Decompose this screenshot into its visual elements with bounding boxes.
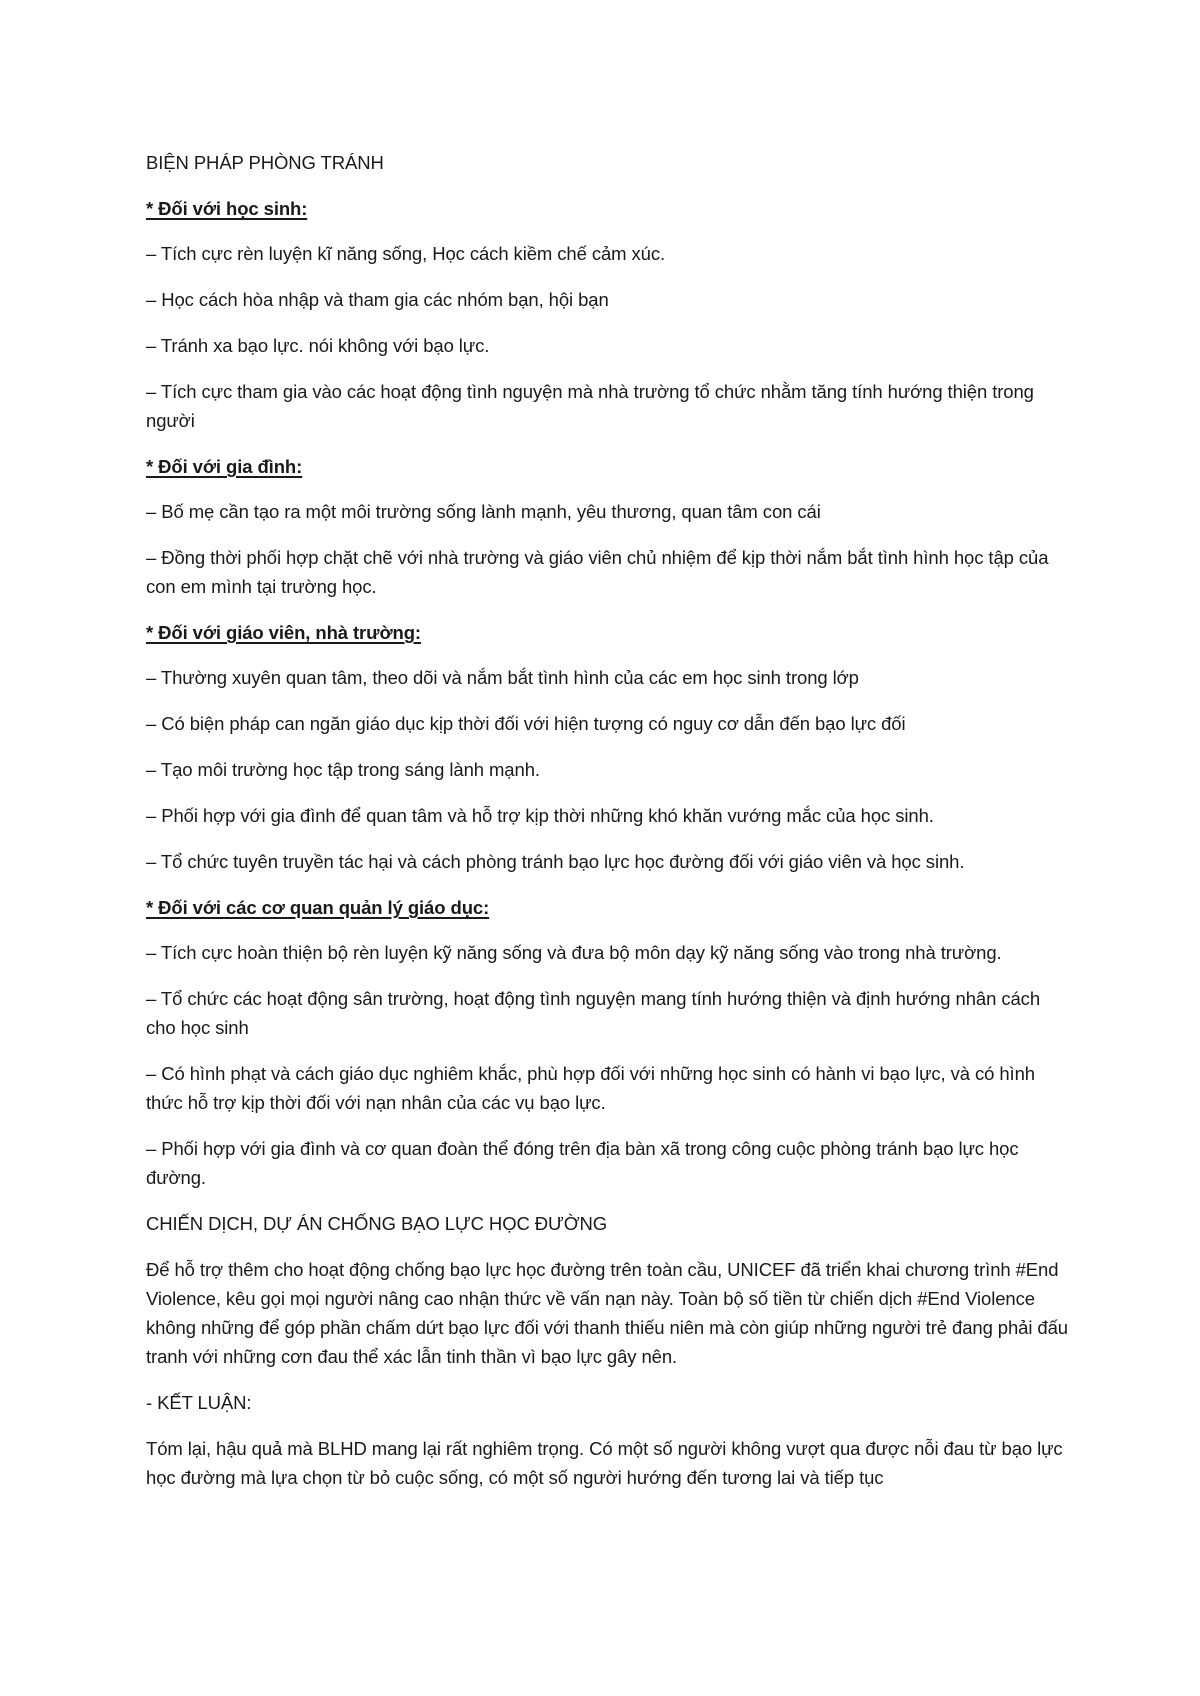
list-item: – Có hình phạt và cách giáo dục nghiêm khắc, phù hợp đối với những học sinh có hành vi bạo lực, và có hình thức hỗ trợ kịp thời đối với nạn nhân của các vụ bạo lực. — [146, 1063, 1035, 1113]
list-item: – Tích cực rèn luyện kĩ năng sống, Học cách kiềm chế cảm xúc. — [146, 243, 666, 264]
list-item: – Phối hợp với gia đình để quan tâm và hỗ trợ kịp thời những khó khăn vướng mắc của học sinh. — [146, 805, 934, 826]
section-heading-teachers: * Đối với giáo viên, nhà trường: — [146, 622, 421, 643]
list-item: – Học cách hòa nhập và tham gia các nhóm bạn, hội bạn — [146, 289, 609, 310]
list-item: – Bố mẹ cần tạo ra một môi trường sống lành mạnh, yêu thương, quan tâm con cái — [146, 501, 821, 522]
list-item: – Tổ chức các hoạt động sân trường, hoạt động tình nguyện mang tính hướng thiện và định hướng nhân cách cho học sinh — [146, 988, 1041, 1038]
section-heading-students: * Đối với học sinh: — [146, 198, 308, 219]
section-heading-agencies: * Đối với các cơ quan quản lý giáo dục: — [146, 897, 490, 918]
list-item: – Tránh xa bạo lực. nói không với bạo lực. — [146, 335, 490, 356]
list-item: – Tích cực hoàn thiện bộ rèn luyện kỹ năng sống và đưa bộ môn dạy kỹ năng sống vào trong nhà trường. — [146, 942, 1002, 963]
list-item: – Tích cực tham gia vào các hoạt động tình nguyện mà nhà trường tổ chức nhằm tăng tính hướng thiện trong người — [146, 381, 1034, 431]
list-item: – Có biện pháp can ngăn giáo dục kịp thời đối với hiện tượng có nguy cơ dẫn đến bạo lực đối — [146, 713, 906, 734]
campaign-heading: CHIẾN DỊCH, DỰ ÁN CHỐNG BẠO LỰC HỌC ĐƯỜNG — [146, 1213, 608, 1234]
list-item: – Phối hợp với gia đình và cơ quan đoàn thể đóng trên địa bàn xã trong công cuộc phòng tránh bạo lực học đường. — [146, 1138, 1019, 1188]
conclusion-heading: - KẾT LUẬN: — [146, 1392, 252, 1413]
list-item: – Tạo môi trường học tập trong sáng lành mạnh. — [146, 759, 540, 780]
list-item: – Thường xuyên quan tâm, theo dõi và nắm bắt tình hình của các em học sinh trong lớp — [146, 667, 859, 688]
campaign-paragraph: Để hỗ trợ thêm cho hoạt động chống bạo lực học đường trên toàn cầu, UNICEF đã triển khai chương trình #End Violence, kêu gọi mọi người nâng cao nhận thức về vấn nạn này. Toàn bộ số tiền từ chiến dịch #End Violence không những để góp phần chấm dứt bạo lực đối với thanh thiếu niên mà còn giúp những người trẻ đang phải đấu tranh với những cơn đau thể xác lẫn tinh thần vì bạo lực gây nên. — [146, 1259, 1068, 1367]
list-item: – Đồng thời phối hợp chặt chẽ với nhà trường và giáo viên chủ nhiệm để kịp thời nắm bắt tình hình học tập của con em mình tại trường học. — [146, 547, 1049, 597]
section-heading-family: * Đối với gia đình: — [146, 456, 303, 477]
document-title: BIỆN PHÁP PHÒNG TRÁNH — [146, 152, 384, 173]
list-item: – Tổ chức tuyên truyền tác hại và cách phòng tránh bạo lực học đường đối với giáo viên và học sinh. — [146, 851, 965, 872]
conclusion-paragraph: Tóm lại, hậu quả mà BLHD mang lại rất nghiêm trọng. Có một số người không vượt qua được nỗi đau từ bạo lực học đường mà lựa chọn từ bỏ cuộc sống, có một số người hướng đến tương lai và tiếp tục — [146, 1438, 1063, 1488]
